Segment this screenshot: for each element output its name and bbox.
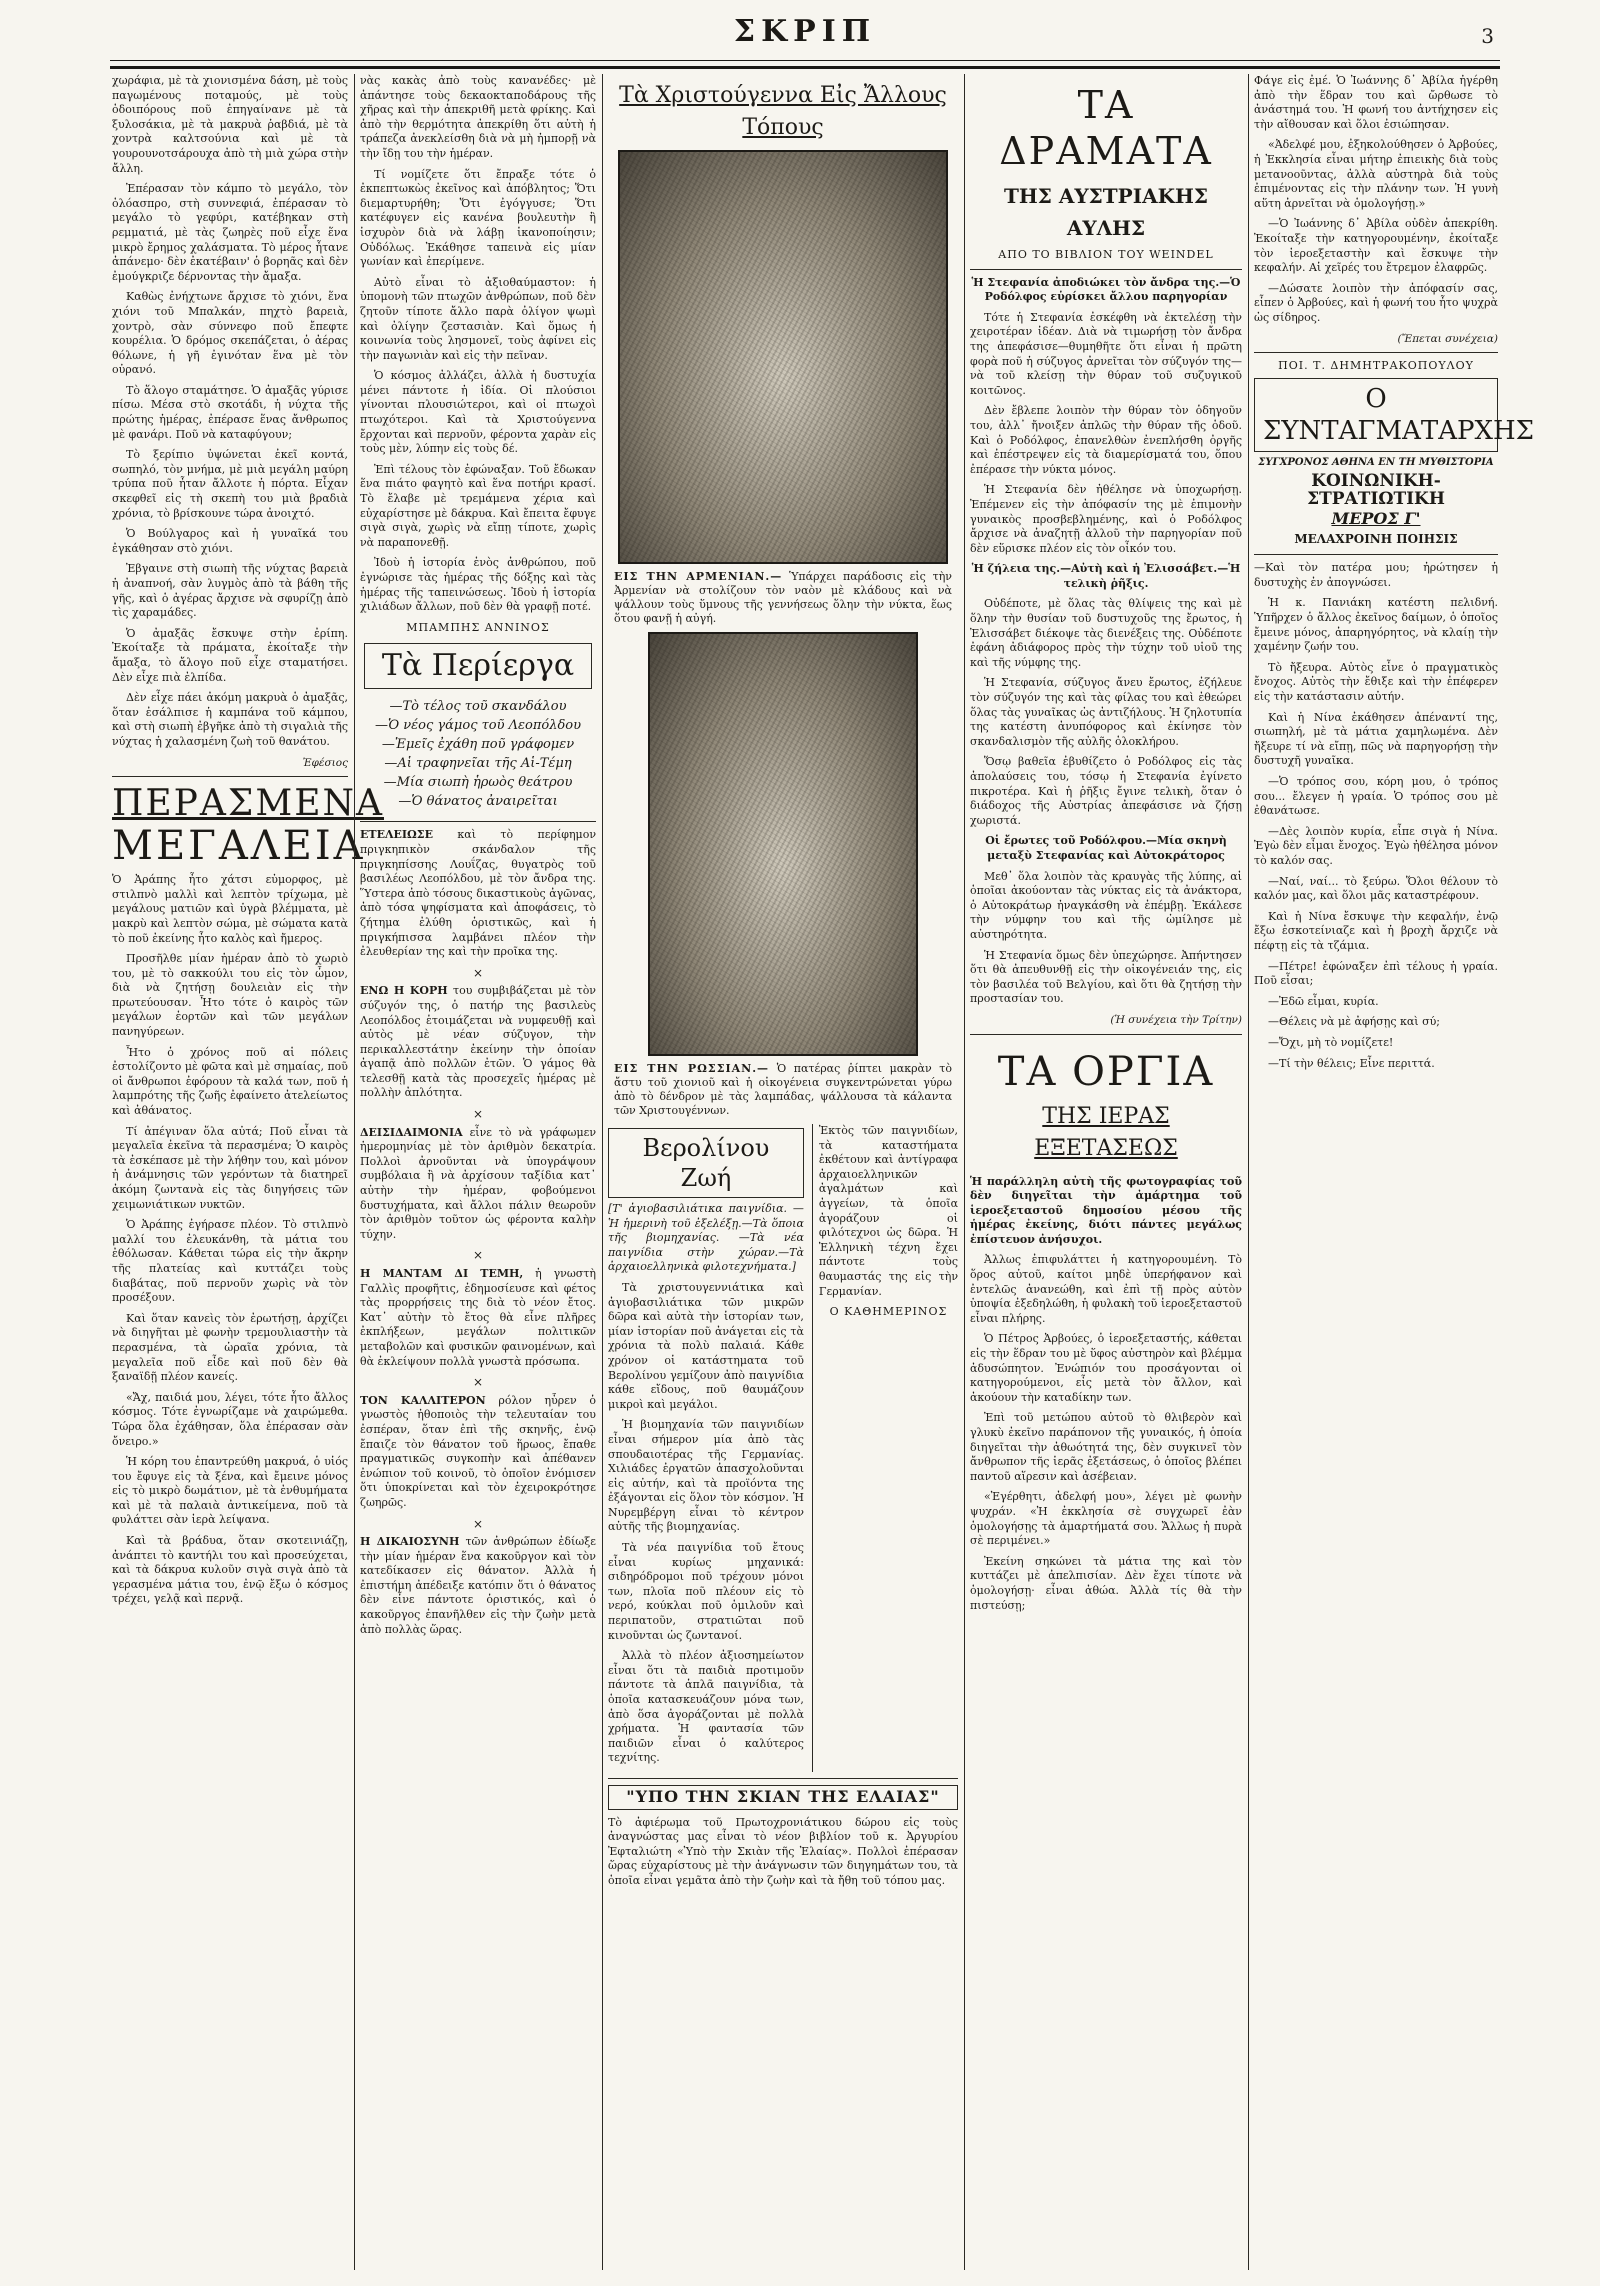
paragraph: —Θέλεις νὰ μὲ ἀφήσῃς καὶ σύ;	[1268, 1015, 1441, 1029]
news-item-text: του συμβιβάζεται μὲ τὸν σύζυγόν της, ὁ πατήρ της βασιλεὺς Λεοπόλδος ἑτοιμάζεται νὰ νυμφευθῇ καὶ αὐτὸς μὲ νέαν σύζυγον, τὴν περικαλλεστάτην ἐκείνην τὴν ὁποίαν ἀγαπᾷ ἀπὸ πολλῶν ἐτῶν. Ὁ γάμος θὰ τελεσθῇ κατὰ τὰς προσεχεῖς ἡμέρας μὲ πολλὴν ἀπλότητα.	[360, 984, 596, 1100]
separator-mark: ×	[472, 1375, 484, 1390]
news-item	[360, 1126, 596, 1243]
paragraph: Τὸ ἤξευρα. Αὐτὸς εἶνε ὁ πραγματικὸς ἔνοχος. Αὐτὸς τὴν ἔθιξε καὶ τὴν ἐπέφερεν εἰς τὴν κατάστασιν αὐτήν.	[1254, 660, 1498, 704]
column-1	[112, 74, 384, 2270]
paragraph: Προσῆλθε μίαν ἡμέραν ἀπὸ τὸ χωριὸ του, μὲ τὸ σακκούλι του εἰς τὸν ὦμον, διὰ νὰ ζητήσῃ δουλειὰν εἰς τὴν πρωτεύουσαν. Ἦτο τότε ὁ καιρὸς τῶν μεγάλων ἑορτῶν καὶ τῶν μεγάλων πανηγύρεων.	[112, 952, 348, 1039]
contents-item: —Αἱ τραφηνεῖαι τῆς Αἱ-Τέμη	[384, 756, 572, 772]
contents-list	[360, 697, 596, 811]
paragraph: Τὰ νέα παιγνίδια τοῦ ἔτους εἶναι κυρίως μηχανικά: σιδηρόδρομοι ποῦ τρέχουν μόνοι των, πλοῖα ποῦ πλέουν εἰς τὸ νερό, κούκλαι ποῦ ὁμιλοῦν καὶ περιπατοῦν, στρατιῶται ποῦ κινοῦνται ὡς ζωντανοί.	[608, 1541, 804, 1642]
author-signature: Ο ΚΑΘΗΜΕΡΙΝΟΣ	[829, 1305, 948, 1319]
continuation-note: (Ἡ συνέχεια τὴν Τρίτην)	[1110, 1013, 1242, 1026]
paragraph: Τότε ἡ Στεφανία ἐσκέφθη νὰ ἐκτελέσῃ τὴν χειροτέραν ἰδέαν. Διὰ νὰ τιμωρήσῃ τὸν ἄνδρα της ἀπεφάσισε—θυμηθῆτε ὅτι εἶναι ἡ πρῶτη φορὰ ποῦ ἡ σύζυγος ἀρνεῖται τὸν σύζυγόν της—νὰ τοῦ κλείσῃ τὴν θύραν τοῦ συζυγικοῦ κοιτῶνος.	[970, 310, 1242, 397]
paragraph: Τὸ ξερίπιο ὑψώνεται ἐκεῖ κοντά, σωπηλό, τὸν μνήμα, μὲ μιὰ μεγάλη μαύρη τρύπα ποῦ ἦταν ἄλλοτε ἡ πόρτα. Εἶχαν σκεφθεῖ εἰς τὴ σκεπὴ του μιὰ βραδιὰ χρόνια, τὸ βρίσκουνε τώρα ἀνοιχτό.	[112, 448, 348, 520]
headline-dramas: ΤΑ ΔΡΑΜΑΤΑ	[999, 83, 1213, 173]
paragraph: «Ἐγέρθητι, ἀδελφή μου», λέγει μὲ φωνὴν ψυχράν. «Ἡ ἐκκλησία σὲ συγχωρεῖ ἐὰν ὁμολογήσῃς τὰ ἁμαρτήματά σου. Ἄλλως ἡ πυρὰ σὲ περιμένει.»	[970, 1490, 1242, 1548]
paragraph: Καὶ ὅταν κανεὶς τὸν ἐρωτήσῃ, ἀρχίζει νὰ διηγῆται μὲ φωνὴν τρεμουλιαστὴν τὰ περασμένα, τὰ ὡραῖα χρόνια, τὰ μεγαλεῖα ποῦ εἶδε καὶ ποῦ δὲν θὰ ξαναϊδῇ πλέον κανείς.	[112, 1311, 348, 1384]
berlin-article	[608, 1124, 804, 1772]
news-item-text: ἡ γνωστὴ Γαλλὶς προφῆτις, ἐδημοσίευσε καὶ φέτος τὰς προρρήσεις της διὰ τὸ νέον ἔτος. Κατ᾽ αὐτὴν τὸ ἔτος θὰ εἶνε πλῆρες ἐκπλήξεων, μεγάλων πολιτικῶν μεταβολῶν καὶ φυσικῶν φαινομένων, καὶ θὰ ἐκλείψουν πολλὰ γνωστὰ πρόσωπα.	[360, 1267, 596, 1368]
masthead-title: ΣΚΡΙΠ	[733, 14, 877, 49]
paragraph: Δὲν ἔβλεπε λοιπὸν τὴν θύραν τὸν ὁδηγοῦν του, ἀλλ᾽ ἤνοιξεν ἁπλῶς τὴν θύραν τῆς ὁδοῦ. Καὶ ὁ Ροδόλφος, ἐπανελθὼν ἐνεπλήσθη ὀργῆς καὶ ἐπέστρεψεν εἰς τὰ διαμερίσματά του, ὅπου ἐπέρασε τὴν νύκτα μόνος.	[970, 404, 1242, 476]
column-4	[970, 74, 1242, 2270]
paragraph: Ἀλλὰ τὸ πλέον ἀξιοσημείωτον εἶναι ὅτι τὰ παιδιὰ προτιμοῦν πάντοτε τὰ ἁπλᾶ παιγνίδια, τὰ ὁποῖα κατασκευάζουν μόνα των, ἀπὸ ὅσα ἀγοράζονται μὲ πολλὰ χρήματα. Ἡ φαντασία τῶν παιδιῶν εἶναι ὁ καλύτερος τεχνίτης.	[608, 1649, 804, 1765]
masthead-rule	[110, 60, 1500, 61]
paragraph: Ὁ Πέτρος Ἀρβούες, ὁ ἱεροεξεταστής, κάθεται εἰς τὴν ἕδραν του μὲ ὕφος αὐστηρὸν καὶ βλέμμα ἀδυσώπητον. Ἐνώπιόν του προσάγονται οἱ κατηγορούμενοι, εἷς μετὰ τὸν ἄλλον, καὶ ἀκούουν τὴν καταδίκην των.	[970, 1332, 1242, 1404]
novel-part-title: ΜΕΛΑΧΡΟΙΝΗ ΠΟΙΗΣΙΣ	[1294, 532, 1458, 547]
paragraph: —Τί τὴν θέλεις; Εἶνε περιττά.	[1268, 1056, 1435, 1070]
paragraph: Τὸ ἅλογο σταμάτησε. Ὁ ἀμαξᾶς γύρισε πίσω. Μέσα στὸ σκοτάδι, ἡ νύχτα τῆς πρώτης ἡμέρας, ἐπέρασε ἕνας ἄνθρωπος μὲ φανάρι. Ποῦ νὰ καταφύγουν;	[112, 383, 348, 441]
paragraph: Ἡ βιομηχανία τῶν παιγνιδίων εἶναι σήμερον μία ἀπὸ τὰς σπουδαιοτέρας τῆς Γερμανίας. Χιλιάδες ἐργατῶν ἀπασχολοῦνται εἰς αὐτήν, καὶ τὰ προϊόντα της ἐξάγονται εἰς ὅλον τὸν κόσμον. Ἡ Νυρεμβέργη εἶναι τὸ κέντρον αὐτῆς τῆς βιομηχανίας.	[608, 1418, 804, 1534]
divider	[970, 269, 1242, 270]
berlin-subtitle: [Τ' ἀγιοβασιλιάτικα παιγνίδια. —Ἡ ἡμερινὴ τοῦ ἐξελέξῃ.—Τὰ ὅποια τῆς βιομηχανίας. —Τὰ νέα παιγνίδια στὴν χώραν.—Τὰ ἀρχαιοελληνικὰ φιλοτεχνήματα.]	[608, 1202, 804, 1274]
paragraph: Ὁ κόσμος ἀλλάζει, ἀλλὰ ἡ δυστυχία μένει πάντοτε ἡ ἰδία. Οἱ πλούσιοι γίνονται πλουσιώτεροι, καὶ οἱ πτωχοὶ πτωχότεροι. Καὶ τὰ Χριστούγεννα ἔρχονται καὶ περνοῦν, φέροντα χαρὰν εἰς τοὺς μὲν, λύπην εἰς τοὺς δέ.	[360, 369, 596, 456]
paragraph: Φάγε εἰς ἐμέ. Ὁ Ἰωάννης δ᾽ Ἀβίλα ἠγέρθη ἀπὸ τὴν ἕδραν του καὶ ὤρθωσε τὸ ἀνάστημά του. Ἡ φωνή του ἀντήχησεν εἰς τὴν αἴθουσαν καὶ ὅλοι ἐσιώπησαν.	[1254, 74, 1498, 131]
source-line: ΑΠΟ ΤΟ ΒΙΒΛΙΟΝ ΤΟΥ WEINDEL	[998, 248, 1214, 261]
section-heading: Ἡ ζήλεια της.—Αὐτὴ καὶ ἡ Ἐλισσάβετ.—Ἡ τελικὴ ῥῆξις.	[971, 562, 1241, 590]
paragraph: Ἐβγαινε στὴ σιωπὴ τῆς νύχτας βαρειὰ ἡ ἀναπνοή, σὰν λυγμὸς ἀπὸ τὰ βάθη τῆς γῆς, καὶ ὁ ἀγέρας ἄρχισε νὰ σφυρίζῃ ἀπὸ τὶς χαραμάδες.	[112, 562, 348, 620]
paragraph: Ἦτο ὁ χρόνος ποῦ αἱ πόλεις ἐστολίζοντο μὲ φῶτα καὶ μὲ σημαίας, ποῦ οἱ ἄνθρωποι ἐφόρουν τὰ καλά των, ποῦ ἡ λαμπρότης τῆς ζωῆς ἐφαίνετο ἀτελείωτος καὶ ἀθάνατος.	[112, 1045, 348, 1118]
news-item-text: καὶ τὸ περίφημον πριγκηπικὸν σκάνδαλον τῆς πριγκηπίσσης Λουΐζας, θυγατρὸς τοῦ βασιλέως Λεοπόλδου, μὲ τὸν ἄνδρα της. Ὕστερα ἀπὸ τόσους δικαστικοὺς ἀγῶνας, ἀπὸ τόσα ψηφίσματα καὶ ἀποφάσεις, τὸ ζήτημα ἐλύθη ὁριστικῶς, καὶ ἡ πριγκήπισσα λαμβάνει πλέον τὴν ἐλευθερίαν της καὶ τὴν προῖκα της.	[360, 828, 597, 959]
paragraph: —Ναί, ναί... τὸ ξεύρω. Ὅλοι θέλουν τὸ καλόν μας, καὶ ὅλοι μᾶς καταστρέφουν.	[1254, 874, 1498, 903]
divider	[970, 1034, 1242, 1035]
paragraph: Ἐκτὸς τῶν παιγνιδίων, τὰ καταστήματα ἐκθέτουν καὶ ἀντίγραφα ἀρχαιοελληνικῶν ἀγαλμάτων καὶ ἀγγείων, τὰ ὁποῖα ἀγοράζουν οἱ φιλότεχνοι ὡς δῶρα. Ἡ Ἑλληνικὴ τέχνη ἔχει πάντοτε τοὺς θαυμαστάς της εἰς τὴν Γερμανίαν.	[818, 1124, 958, 1298]
paragraph: Ὁ Ἀράπης ἦτο χάτσι εὐμορφος, μὲ στιλπνὸ μαλλὶ καὶ λεπτὸν τρίχωμα, μὲ μεγάλους ματιῶν καὶ ὑγρὰ βλέμματα, μὲ μακρὺ καὶ λεπτὸν σώμα, μὲ σώματα κατὰ τὸ ποῦ ἐκείνης ἦτο καλὸς καὶ ἤμερος.	[112, 873, 348, 945]
headline-top: ΠΕΡΑΣΜΕΝΑ	[112, 783, 384, 825]
paragraph: —Δώσατε λοιπὸν τὴν ἀπόφασίν σας, εἶπεν ὁ Ἀρβούες, καὶ ἡ φωνή του ἦτο ψυχρὰ ὡς σίδηρος.	[1254, 281, 1498, 324]
continuation-note: (Ἔπεται συνέχεια)	[1397, 332, 1498, 345]
berlin-and-extras	[608, 1124, 958, 1772]
novel-author: ΠΟΙ. Τ. ΔΗΜΗΤΡΑΚΟΠΟΥΛΟΥ	[1278, 359, 1474, 373]
paragraph: Ἀλλως ἐπιφυλάττει ἡ κατηγορουμένη. Τὸ ὅρος αὐτοῦ, καίτοι μηδὲ ὑπερήφανον καὶ ἐντελῶς ἀνανεώθη, καὶ ἐπὶ τῇ πρὸς αὐτὸν ὑποψία ἐξεδηλώθη, ἡ φυλακὴ τοῦ ἱεροεξεταστοῦ εἶναι πλήρης.	[970, 1253, 1242, 1325]
paragraph: Τὸ ἀφιέρωμα τοῦ Πρωτοχρονιάτικου δώρου εἰς τοὺς ἀναγνώστας μας εἶναι τὸ νέον βιβλίον τοῦ κ. Ἀργυρίου Ἐφταλιώτη «Ὑπὸ τὴν Σκιὰν τῆς Ἐλαίας». Πολλοὶ ἐπέρασαν ὥρας εὐχαρίστους μὲ τὴν ἀνάγνωσιν τῶν διηγημάτων του, τὰ ὁποῖα εἶναι γεμᾶτα ἀπὸ τὴν ζωὴν καὶ τὰ ἤθη τοῦ τόπου μας.	[608, 1815, 958, 1887]
separator-mark: ×	[472, 1516, 484, 1531]
subheadline-inquisition: ΤΗΣ ΙΕΡΑΣ ΕΞΕΤΑΣΕΩΣ	[1034, 1103, 1178, 1161]
paragraph: Οὐδέποτε, μὲ ὅλας τὰς θλίψεις της καὶ μὲ ὅλην τὴν θυσίαν τοῦ δυστυχοῦς της ἔρωτος, ἡ Ἐλισσάβετ διέκοψε τὰς διενέξεις της. Οὐδέποτε ἐφάνη ἀδιάφορος πρὸς τὴν τύχην τοῦ υἱοῦ της καὶ τῆς νύμφης της.	[970, 597, 1242, 669]
paragraph: —Καὶ τὸν πατέρα μου; ἠρώτησεν ἡ δυστυχὴς ἐν ἀπογνώσει.	[1254, 561, 1498, 589]
paragraph: Ἡ παράλληλη αὐτὴ τῆς φωτογραφίας τοῦ δὲν διηγεῖται τὴν ἀμάρτημα τοῦ ἱεροεξεταστοῦ δημοσίου μέσου τῆς ἡμέρας ἐκείνης, διότι πάντες μεγάλως ἐπίστευον ἀνήσυχοι.	[970, 1174, 1242, 1246]
paragraph: Ὁ Ἀράπης ἐγήρασε πλέον. Τὸ στιλπνὸ μαλλί του ἐλευκάνθη, τὰ μάτια του ἐθόλωσαν. Κάθεται τώρα εἰς τὴν ἄκρην τῆς πλατείας καὶ κυττάζει τοὺς διαβάτας, ποῦ περνοῦν χωρὶς νὰ τὸν προσέξουν.	[112, 1218, 348, 1305]
paragraph: «Ἀδελφέ μου, ἐξηκολούθησεν ὁ Ἀρβούες, ἡ Ἐκκλησία εἶναι μήτηρ ἐπιεικὴς διὰ τοὺς μετανοοῦντας, ἀλλὰ αὐστηρὰ διὰ τοὺς ἐπιμένοντας εἰς τὴν πλάνην των. Ἡ γυνὴ αὕτη ἀρνεῖται νὰ ὁμολογήσῃ.»	[1254, 138, 1498, 210]
caption-armenia	[614, 570, 952, 626]
contents-item: —Ὁ θάνατος ἀναιρεῖται	[398, 794, 558, 810]
news-item-text: ρόλον ηὗρεν ὁ γνωστὸς ἠθοποιὸς τὴν τελευταίαν του ἐσπέραν, ὅταν ἐπὶ τῆς σκηνῆς, ἐνῷ ἔπαιζε τὸν θάνατον τοῦ ἥρωος, ἔπαθε πραγματικῶς συγκοπὴν καὶ ἀπέθανεν ἐνώπιον τοῦ κοινοῦ, τὸ ὁποῖον ἐνόμισεν ὅτι ὑποκρίνεται καὶ τὸν ἐχειροκρότησε ζωηρῶς.	[360, 1393, 596, 1509]
news-item-lead: ΕΝΩ Η ΚΟΡΗ	[360, 984, 448, 998]
divider	[1254, 554, 1498, 555]
news-item-text: εἶνε τὸ νὰ γράφωμεν ἡμερομηνίας μὲ τὸν ἀριθμὸν δεκατρία. Πολλοὶ ἀρνοῦνται νὰ ὑπογράψουν συμβόλαια ἢ νὰ ἀρχίσουν ταξίδια κατ᾽ αὐτὴν τὴν ἡμέραν, φοβούμενοι δυστυχήματα, καὶ ἄλλοι πάλιν θεωροῦν τὸν ἀριθμὸν τοῦτον ὡς φέροντα καλὴν τύχην.	[360, 1125, 597, 1241]
paragraph: Ὅσῳ βαθεῖα ἐβυθίζετο ὁ Ροδόλφος εἰς τὰς ἀπολαύσεις του, τόσῳ ἡ Στεφανία ἐγίνετο πικροτέρα. Καὶ ἡ ῥῆξις ἔγινε τελικὴ, ὅταν ὁ διάδοχος τῆς Αὐστρίας ἀπεφάσισε νὰ ζήσῃ χωριστά.	[970, 755, 1242, 827]
paragraph: —Ὁ τρόπος σου, κόρη μου, ὁ τρόπος σου... ἔλεγεν ἡ γραία. Ὁ τρόπος σου μὲ ἐθανάτωσε.	[1254, 775, 1498, 818]
section-heading: Οἱ ἔρωτες τοῦ Ροδόλφου.—Μία σκηνὴ μεταξὺ Στεφανίας καὶ Αὐτοκράτορος	[985, 834, 1227, 862]
illustration-header: Τὰ Χριστούγεννα Εἰς Ἄλλους Τόπους	[619, 83, 947, 140]
news-item-lead: ΔΕΙΣΙΔΑΙΜΟΝΙΑ	[360, 1125, 463, 1139]
news-item	[360, 1535, 596, 1637]
divider	[1254, 352, 1498, 353]
masthead	[110, 10, 1500, 69]
column-5	[1254, 74, 1535, 2270]
divider	[360, 821, 596, 822]
novel-subtitle: ΣΥΓΧΡΟΝΟΣ ΑΘΗΝΑ ΕΝ ΤΗ ΜΥΘΙΣΤΟΡΙΑ	[1258, 456, 1494, 468]
novel-title: Ο ΣΥΝΤΑΓΜΑΤΑΡΧΗΣ	[1254, 378, 1498, 452]
caption-lead: ΕΙΣ ΤΗΝ ΑΡΜΕΝΙΑΝ.—	[614, 570, 783, 583]
paragraph: —Δὲς λοιπὸν κυρία, εἶπε σιγὰ ἡ Νίνα. Ἐγὼ δὲν εἶμαι ἔνοχος. Ἐγὼ ἠθέλησα μόνον τὸ καλόν σας.	[1254, 824, 1498, 867]
novel-part: ΜΕΡΟΣ Γ'	[1331, 509, 1421, 529]
news-item-lead: ΕΤΕΛΕΙΩΣΕ	[360, 828, 433, 842]
contents-item: —Μία σιωπὴ ἡρωὸς θεάτρου	[383, 775, 573, 791]
news-item	[360, 1267, 596, 1369]
caption-russia	[614, 1062, 952, 1118]
section-title-periergа: Τὰ Περίεργα	[364, 643, 592, 689]
paragraph: Καὶ τὰ βράδυα, ὅταν σκοτεινιάζῃ, ἀνάπτει τὸ καντήλι του καὶ προσεύχεται, καὶ τὰ δάκρυα κυλοῦν σιγὰ σιγὰ ἀπὸ τὰ γερασμένα μάτια του, ἐνῷ ἔξω ὁ κόσμος τρέχει, γελᾷ καὶ περνᾷ.	[112, 1534, 348, 1606]
contents-item: —Ὁ νέος γάμος τοῦ Λεοπόλδου	[374, 718, 582, 734]
caption-lead: ΕΙΣ ΤΗΝ ΡΩΣΣΙΑΝ.—	[614, 1062, 770, 1075]
paragraph: Αὐτὸ εἶναι τὸ ἀξιοθαύμαστον: ἡ ὑπομονὴ τῶν πτωχῶν ἀνθρώπων, ποῦ δὲν ζητοῦν τίποτε ἄλλο παρὰ ὀλίγον ψωμὶ καὶ ὀλίγην ζεστασιὰν. Καὶ ὅμως ἡ κοινωνία τοὺς λησμονεῖ, τοὺς ἀφίνει εἰς τὴν παγωνιὰν καὶ εἰς τὴν πεῖναν.	[360, 275, 596, 362]
author-signature: ΜΠΑΜΠΗΣ ΑΝΝΙΝΟΣ	[406, 620, 550, 634]
paragraph: Τί νομίζετε ὅτι ἔπραξε τότε ὁ ἐκπεπτωκὼς ἐκεῖνος καὶ ἀπόβλητος; Ὅτι διεμαρτυρήθη; Ὅτι ἐγόγγυσε; Ὅτι κατέφυγεν εἰς κανένα βουλευτὴν ἢ ἰσχυρὸν διὰ νὰ λάβῃ ἱκανοποίησιν; Οὐδόλως. Ἐκάθησε ταπεινὰ εἰς μίαν γωνίαν καὶ ἐπερίμενε.	[360, 167, 596, 269]
news-item	[360, 828, 596, 959]
column-3	[608, 74, 958, 2270]
paragraph: Ὁ ἀμαξᾶς ἔσκυψε στὴν ἐρίπη. Ἐκοίταξε τὰ πράματα, ἐκοίταξε τὴν ἄμαξα, τὸ ἄλογο ποῦ εἶχε σταματήσει. Δὲν εἶχε πιὰ ἐλπίδα.	[112, 626, 348, 684]
engraving-armenia	[618, 150, 948, 564]
caption-text: Ὁ πατέρας ῥίπτει μακρὰν τὸ ἄστυ τοῦ χιονιοῦ καὶ ἡ οἰκογένεια συγκεντρώνεται γύρω ἀπὸ τὸ δένδρον μὲ τὰς λαμπάδας, ψάλλουσα τὰ κάλαντα τῶν Χριστουγέννων.	[614, 1062, 952, 1117]
engraving-russia	[648, 632, 918, 1056]
news-item	[360, 1394, 596, 1511]
column-rule	[964, 74, 965, 2270]
headline-bottom: ΜΕΓΑΛΕΙΑ	[112, 823, 366, 870]
paragraph: Ἡ Στεφανία ὅμως δὲν ὑπεχώρησε. Ἀπήντησεν ὅτι θὰ ἀπευθυνθῇ εἰς τὴν οἰκογένειάν της, εἰς τὸν βασιλέα τοῦ Βελγίου, καὶ ὅτι θὰ ζητήσῃ τὴν προστασίαν του.	[970, 948, 1242, 1006]
berlin-continuation	[812, 1124, 958, 1772]
paragraph: Ἡ Στεφανία δὲν ἠθέλησε νὰ ὑποχωρήσῃ. Ἐπέμενεν εἰς τὴν ἀπόφασίν της μὲ ἐπιμονὴν γυναικὸς προσβεβλημένης, καὶ ὁ Ροδόλφος ἄρχισε νὰ ἀναζητῇ ἀλλοῦ τὴν παρηγορίαν ποῦ δὲν εὕρισκε πλέον εἰς τὸν οἶκόν του.	[970, 483, 1242, 555]
novel-genre: ΚΟΙΝΩΝΙΚΗ-ΣΤΡΑΤΙΩΤΙΚΗ	[1307, 471, 1445, 510]
paragraph: Τὰ χριστουγεννιάτικα καὶ ἀγιοβασιλιάτικα τῶν μικρῶν δῶρα καὶ αὐτὰ τὴν ἱστορίαν των, μίαν ἱστορίαν ποῦ ἀνάγεται εἰς τὰ χρόνια τὰ πολὺ παλαιά. Κάθε χρόνον οἱ κατάστηματα τοῦ Βερολίνου γεμίζουν ἀπὸ παιγνίδια κάθε εἴδους, ποῦ θαυμάζουν μικροὶ καὶ μεγάλοι.	[608, 1280, 804, 1411]
paragraph: Ἡ Στεφανία, σύζυγος ἄνευ ἔρωτος, ἐζήλευε τὸν σύζυγόν της καὶ τὰς φίλας του καὶ ἐθεώρει ὅλας τὰς γυναῖκας ὡς ἀντιζήλους. Ἡ ζηλοτυπία της κατέστη ἀνυπόφορος καὶ ἐκίνησε τὸν σκανδαλισμὸν τῆς αὐλῆς ὁλοκλήρου.	[970, 676, 1242, 748]
subheadline-austrian-court: ΤΗΣ ΑΥΣΤΡΙΑΚΗΣ ΑΥΛΗΣ	[1003, 184, 1209, 240]
separator-mark: ×	[472, 1248, 484, 1263]
paragraph: —Πέτρε! ἐφώναξεν ἐπὶ τέλους ἡ γραία. Ποῦ εἶσαι;	[1254, 959, 1498, 988]
paragraph: Ἰδοὺ ἡ ἱστορία ἑνὸς ἀνθρώπου, ποῦ ἐγνώρισε τὰς ἡμέρας τῆς δόξης καὶ τὰς ἡμέρας τῆς ταπεινώσεως. Ἰδοὺ ἡ ἱστορία χιλιάδων ἄλλων, ποῦ δὲν θὰ γραφῇ ποτέ.	[360, 556, 596, 614]
paragraph: νὰς κακὰς ἀπὸ τοὺς κανανέδες· μὲ ἀπάντησε τοὺς δεκαοκταποδάρους τῆς χῆρας καὶ τὴν ἀπεκριθῆ μετὰ φρίκης. Καὶ ἀπὸ τὴν θερμότητα ἀπεκρίθη ὅτι αὐτὴ ἡ τράπεζα ἀνεκλείσθη διὰ νὰ μὴ ἠμπορῇ νὰ τὴν ἴδῃ του τὴν ἡμέραν.	[360, 74, 596, 160]
contents-item: —Ἐμεῖς ἐχάθη ποῦ γράφομεν	[381, 737, 575, 753]
contents-item: —Τὸ τέλος τοῦ σκανδάλου	[389, 699, 567, 715]
paragraph: —Ὄχι, μὴ τὸ νομίζετε!	[1268, 1035, 1394, 1049]
news-item-text: τῶν ἀνθρώπων ἐδίωξε τὴν μίαν ἡμέραν ἕνα κακοῦργον καὶ τὸν κατεδίκασεν εἰς θάνατον. Ἀλλὰ ἡ ἐπιστήμη ἀπέδειξε κατόπιν ὅτι ὁ θάνατος δὲν εἶνε πάντοτε ὁριστικός, καὶ ὁ κακοῦργος ἐπανῆλθεν εἰς τὴν ζωὴν μετὰ ἀπὸ πολλὰς ὥρας.	[360, 1535, 596, 1636]
column-rule	[354, 74, 355, 2270]
news-item-lead: ΤΟΝ ΚΑΛΛΙΤΕΡΟΝ	[360, 1393, 486, 1407]
separator-mark: ×	[472, 965, 484, 980]
column-rule	[602, 74, 603, 2270]
paragraph: —Ὁ Ἰωάννης δ᾽ Ἀβίλα οὐδὲν ἀπεκρίθη. Ἐκοίταξε τὴν κατηγορουμένην, ἐκοίταξε τὸν ἱεροεξεταστὴν καὶ ἔσκυψε τὴν κεφαλήν. Αἱ χεῖρές του ἔτρεμον ἐλαφρῶς.	[1254, 217, 1498, 275]
news-item	[360, 984, 596, 1101]
column-rule	[1248, 74, 1249, 2270]
paragraph: Ὁ Βούλγαρος καὶ ἡ γυναῖκά του ἐγκάθησαν στὸ χιόνι.	[112, 527, 348, 555]
paragraph: χωράφια, μὲ τὰ χιονισμένα δάση, μὲ τοὺς παγωμένους ποταμούς, μὲ τοὺς ὁδοιπόρους ποῦ ἐπηγαίνανε μὲ τὰ ξυλοσάκια, μὲ τὰ μακρυὰ ῥαβδιά, μὲ τὰ χοντρὰ καλτσούνια καὶ μὲ τὰ γουρουνοτσάρουχα ἀπὸ τὴ μιὰ χώρα στὴν ἄλλη.	[112, 74, 348, 175]
paragraph: Καθὼς ἐνήχτωνε ἄρχισε τὸ χιόνι, ἕνα χιόνι τοῦ Μπαλκάν, πηχτὸ βαρειὰ, χοντρὸ, σὰν σύννεφο ποῦ ἔπεφτε κουρέλια. Ὁ δρόμος σκεπάζεται, ὁ ἀέρας θόλωνε, ἡ γῆ ἐγινόταν ἕνα μὲ τὸν οὐρανό.	[112, 290, 348, 377]
news-item-lead: Η ΔΙΚΑΙΟΣΥΝΗ	[360, 1535, 460, 1549]
paragraph: Δὲν εἶχε πάει ἀκόμη μακρυὰ ὁ ἀμαξᾶς, ὅταν ἐσάλπισε ἡ καμπάνα τοῦ κάμπου, καὶ στὴ σιωπὴ ἐβγῆκε ἀπὸ τὴ σιγαλιὰ τῆς νύχτας ἡ χαλασμένη ζωὴ τοῦ θανάτου.	[112, 691, 348, 748]
paragraph: Ἐπέρασαν τὸν κάμπο τὸ μεγάλο, τὸν ὁλόασπρο, στὴ συννεφιά, ἐπέρασαν τὸ μεγάλο τὸ γεφύρι, κατέβηκαν στὴ ρεμματιά, μὲ τὰς ζωηρὲς ποῦ εἶχε ἕνα μικρὸ ἔρημος χαλάσματα. Τὸ μέρος ἦτανε ἀπάνεμο· δὲν ἐκατέβαιν' ὁ βορηᾶς καὶ δὲν ἐμούγκριζε δέρνοντας τὴν ἄμαξα.	[112, 182, 348, 283]
headline-orgies: ΤΑ ΟΡΓΙΑ	[997, 1048, 1215, 1095]
paragraph: «Ἄχ, παιδιά μου, λέγει, τότε ἦτο ἄλλος κόσμος. Τότε ἐγνωρίζαμε νὰ χαιρώμεθα. Τώρα ὅλα ἐχάθησαν, ὅλα ἐπέρασαν σὰν ὄνειρο.»	[112, 1390, 348, 1448]
section-heading: Ἡ Στεφανία ἀποδιώκει τὸν ἄνδρα της.—Ὁ Ροδόλφος εὑρίσκει ἄλλου παρηγορίαν	[971, 275, 1241, 304]
column-2	[360, 74, 596, 2270]
paragraph: Ἐπὶ τέλους τὸν ἐφώναξαν. Τοῦ ἔδωκαν ἕνα πιάτο φαγητὸ καὶ ἕνα ποτήρι κρασί. Τὸ ἔλαβε μὲ τρεμάμενα χέρια καὶ εὐχαρίστησε μὲ δάκρυα. Καὶ ἔπειτα ἔφυγε σιγὰ σιγὰ, χωρὶς νὰ εἴπῃ τίποτε, χωρὶς νὰ παραπονεθῇ.	[360, 462, 596, 549]
story-signature: Ἐφέσιος	[302, 756, 348, 769]
paragraph: Καὶ ἡ Νίνα ἐκάθησεν ἀπέναντί της, σιωπηλή, μὲ τὰ μάτια χαμηλωμένα. Δὲν ἤξευρε τί νὰ εἴπῃ, πῶς νὰ παρηγορήσῃ τὴν δυστυχῆ γυναῖκα.	[1254, 710, 1498, 768]
paragraph: Τί ἀπέγιναν ὅλα αὐτά; Ποῦ εἶναι τὰ μεγαλεῖα ἐκεῖνα τὰ περασμένα; Ὁ καιρὸς τὰ ἐσκέπασε μὲ τὴν λήθην του, καὶ μόνον ἡ ἀνάμνησις τῶν γερόντων τὰ διατηρεῖ ἀκόμη ζωντανὰ εἰς τὰς διηγήσεις τῶν χειμωνιάτικων νυκτῶν.	[112, 1124, 348, 1211]
paragraph: Ἐπὶ τοῦ μετώπου αὐτοῦ τὸ θλιβερὸν καὶ γλυκὺ ἐκεῖνο παράπονον τῆς γυναικός, ἡ ὁποία διηγεῖται τὴν ἀθωότητά της, δὲν συγκινεῖ τὸν ἄνθρωπον τῆς ἱερᾶς ἐξετάσεως, ὁ ὁποῖος βλέπει παντοῦ αἵρεσιν καὶ ἀσέβειαν.	[970, 1411, 1242, 1483]
paragraph: —Ἐδῶ εἶμαι, κυρία.	[1268, 994, 1379, 1008]
caption-text: Ὑπάρχει παράδοσις εἰς τὴν Ἀρμενίαν νὰ στολίζουν τὸν ναὸν μὲ κλάδους καὶ νὰ ψάλλουν τοὺς ὕμνους τῆς γεννήσεως ὅλην τὴν νύκτα, ἕως ὅτου φανῇ ἡ αὐγή.	[614, 570, 952, 625]
paragraph: Καὶ ἡ Νίνα ἔσκυψε τὴν κεφαλήν, ἐνῷ ἔξω ἐσκοτείνιαζε καὶ ἡ βροχὴ ἄρχιζε νὰ πέφτῃ εἰς τὰ τζάμια.	[1254, 909, 1498, 952]
paragraph: Ἡ κ. Πανιάκη κατέστη πελιδνή. Ὑπῆρχεν ὁ ἄλλος ἐκεῖνος δαίμων, ὁ ὁποῖος ἔμεινε μόνος, ἀπαρηγόρητος, νὰ κλαίῃ τὴν χαμένην ζωήν του.	[1254, 596, 1498, 654]
page-number: 3	[1481, 24, 1494, 48]
news-item-lead: Η ΜΑΝΤΑΜ ΔΙ ΤΕΜΗ,	[360, 1267, 524, 1280]
paragraph: Μεθ᾽ ὅλα λοιπὸν τὰς κραυγὰς τῆς λύπης, αἱ ὁποῖαι ἀκούονταν τὰς νύκτας εἰς τὰ ἀνάκτορα, ὁ Αὐτοκράτωρ ἠναγκάσθη νὰ ἐπέμβῃ. Ἐκάλεσε τὴν νύμφην του καὶ τῆς ὡμίλησε μὲ αὐστηρότητα.	[970, 869, 1242, 941]
banner-olive-tree: "ΥΠΟ ΤΗΝ ΣΚΙΑΝ ΤΗΣ ΕΛΑΙΑΣ"	[608, 1785, 958, 1810]
paragraph: Ἐκείνη σηκώνει τὰ μάτια της καὶ τὸν κυττάζει μὲ ἀπελπισίαν. Δὲν ἔχει τίποτε νὰ ὁμολογήσῃ· εἶναι ἀθώα. Ἀλλὰ τίς θὰ τὴν πιστεύσῃ;	[970, 1554, 1242, 1612]
paragraph: Ἡ κόρη του ἐπαντρεύθη μακρυά, ὁ υἱός του ἔφυγε εἰς τὰ ξένα, καὶ ἔμεινε μόνος εἰς τὸ μικρὸ δωμάτιον, μὲ τὰ ἐνθυμήματα καὶ μὲ τὰ παλαιὰ ἀντικείμενα, ποῦ τὰ φυλάττει σὰν ἱερὰ λείψανα.	[112, 1455, 348, 1527]
divider	[112, 776, 348, 777]
divider	[608, 1778, 958, 1779]
separator-mark: ×	[472, 1107, 484, 1122]
berlin-title: Βερολίνου Ζωή	[608, 1128, 804, 1198]
